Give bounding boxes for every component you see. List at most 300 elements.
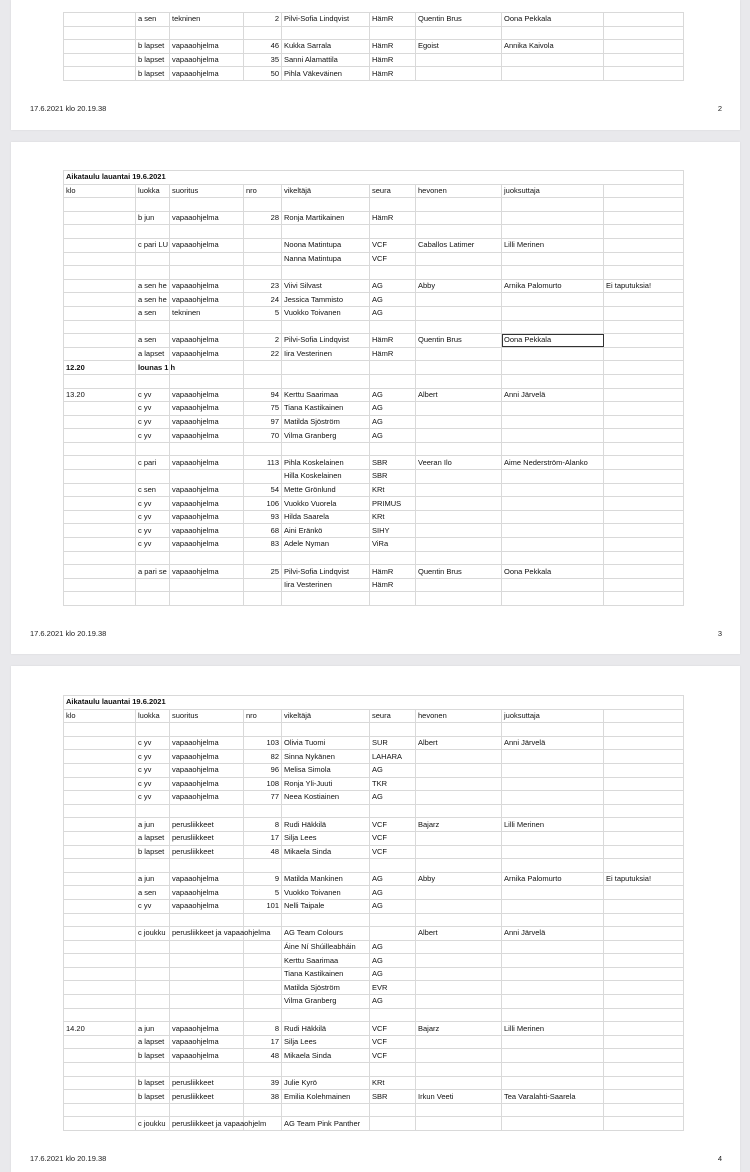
- time-cell: [64, 293, 136, 307]
- number-cell: [244, 1008, 282, 1022]
- performance-cell: tekninen: [170, 306, 244, 320]
- time-cell: [64, 415, 136, 429]
- horse-cell: Irkun Veeti: [416, 1090, 502, 1104]
- vaulter-cell: Mikaela Sinda: [282, 1049, 370, 1063]
- horse-cell: Caballos Latimer: [416, 238, 502, 252]
- vaulter-cell: [282, 1008, 370, 1022]
- performance-cell: vapaaohjelma: [170, 429, 244, 443]
- number-cell: 68: [244, 524, 282, 538]
- lunger-cell: [502, 791, 604, 805]
- club-cell: KRt: [370, 1076, 416, 1090]
- time-cell: [64, 592, 136, 606]
- table-row: [64, 592, 684, 606]
- lunger-cell: [502, 347, 604, 361]
- number-cell: [244, 225, 282, 239]
- performance-cell: vapaaohjelma: [170, 565, 244, 579]
- vaulter-cell: [282, 859, 370, 873]
- time-cell: [64, 13, 136, 27]
- time-cell: [64, 886, 136, 900]
- horse-cell: Abby: [416, 279, 502, 293]
- performance-cell: vapaaohjelma: [170, 886, 244, 900]
- header-row: [64, 184, 684, 198]
- lunger-cell: [502, 899, 604, 913]
- time-cell: [64, 67, 136, 81]
- class-cell: a lapset: [136, 347, 170, 361]
- horse-cell: [416, 211, 502, 225]
- vaulter-cell: Nelli Taipale: [282, 899, 370, 913]
- table-row: [64, 198, 684, 212]
- class-cell: c yv: [136, 791, 170, 805]
- time-cell: 12.20: [64, 361, 136, 375]
- horse-cell: Abby: [416, 872, 502, 886]
- class-cell: [136, 551, 170, 565]
- club-cell: HämR: [370, 347, 416, 361]
- note-cell: [604, 1063, 684, 1077]
- time-cell: [64, 26, 136, 40]
- table-row: [64, 551, 684, 565]
- horse-cell: [416, 1035, 502, 1049]
- time-cell: [64, 1103, 136, 1117]
- time-cell: [64, 831, 136, 845]
- club-cell: [370, 26, 416, 40]
- lunger-cell: Lilli Merinen: [502, 818, 604, 832]
- vaulter-cell: Emilia Kolehmainen: [282, 1090, 370, 1104]
- club-cell: AG: [370, 402, 416, 416]
- vaulter-cell: [282, 198, 370, 212]
- number-cell: [244, 198, 282, 212]
- number-cell: 22: [244, 347, 282, 361]
- note-cell: [604, 306, 684, 320]
- club-cell: AG: [370, 995, 416, 1009]
- time-cell: [64, 524, 136, 538]
- club-cell: AG: [370, 940, 416, 954]
- note-cell: [604, 470, 684, 484]
- note-cell: Ei taputuksia!: [604, 872, 684, 886]
- horse-cell: [416, 551, 502, 565]
- club-cell: AG: [370, 872, 416, 886]
- number-cell: 25: [244, 565, 282, 579]
- class-cell: a jun: [136, 872, 170, 886]
- performance-cell: vapaaohjelma: [170, 872, 244, 886]
- horse-cell: [416, 886, 502, 900]
- lunger-cell: [502, 763, 604, 777]
- horse-cell: hevonen: [416, 709, 502, 723]
- title-row: [64, 171, 684, 185]
- note-cell: [604, 388, 684, 402]
- note-cell: [604, 347, 684, 361]
- horse-cell: [416, 859, 502, 873]
- horse-cell: [416, 470, 502, 484]
- horse-cell: [416, 1049, 502, 1063]
- lunger-cell: [502, 967, 604, 981]
- vaulter-cell: Iira Vesterinen: [282, 578, 370, 592]
- class-cell: a sen: [136, 306, 170, 320]
- number-cell: [244, 26, 282, 40]
- number-cell: 97: [244, 415, 282, 429]
- time-cell: [64, 429, 136, 443]
- table-row: [64, 804, 684, 818]
- club-cell: HämR: [370, 211, 416, 225]
- lunger-cell: Oona Pekkala: [502, 565, 604, 579]
- performance-cell: [170, 198, 244, 212]
- note-cell: [604, 1022, 684, 1036]
- lunger-cell: [502, 361, 604, 375]
- vaulter-cell: Matilda Mankinen: [282, 872, 370, 886]
- time-cell: [64, 1035, 136, 1049]
- table-row: [64, 238, 684, 252]
- table-row: [64, 1008, 684, 1022]
- performance-cell: [170, 225, 244, 239]
- time-cell: [64, 442, 136, 456]
- time-cell: klo: [64, 709, 136, 723]
- vaulter-cell: Viivi Silvast: [282, 279, 370, 293]
- performance-cell: [170, 551, 244, 565]
- club-cell: SBR: [370, 470, 416, 484]
- vaulter-cell: Adele Nyman: [282, 538, 370, 552]
- note-cell: [604, 1008, 684, 1022]
- note-cell: [604, 320, 684, 334]
- number-cell: [244, 1103, 282, 1117]
- performance-cell: vapaaohjelma: [170, 510, 244, 524]
- performance-cell: [170, 954, 244, 968]
- number-cell: 24: [244, 293, 282, 307]
- table-row: [64, 293, 684, 307]
- vaulter-cell: Matilda Sjöström: [282, 981, 370, 995]
- class-cell: c pari: [136, 456, 170, 470]
- horse-cell: [416, 510, 502, 524]
- performance-cell: vapaaohjelma: [170, 777, 244, 791]
- club-cell: HämR: [370, 40, 416, 54]
- number-cell: [244, 940, 282, 954]
- table-row: [64, 859, 684, 873]
- time-cell: [64, 266, 136, 280]
- number-cell: [244, 320, 282, 334]
- lunger-cell: [502, 1103, 604, 1117]
- class-cell: [136, 198, 170, 212]
- number-cell: 5: [244, 886, 282, 900]
- performance-cell: vapaaohjelma: [170, 53, 244, 67]
- club-cell: PRIMUS: [370, 497, 416, 511]
- performance-cell: vapaaohjelma: [170, 211, 244, 225]
- lunger-cell: [502, 804, 604, 818]
- club-cell: SBR: [370, 1090, 416, 1104]
- lunger-cell: [502, 252, 604, 266]
- lunger-cell: [502, 429, 604, 443]
- horse-cell: Quentin Brus: [416, 13, 502, 27]
- horse-cell: Quentin Brus: [416, 565, 502, 579]
- number-cell: 83: [244, 538, 282, 552]
- class-cell: c sen: [136, 483, 170, 497]
- lunger-cell: Aime Nederström-Alanko: [502, 456, 604, 470]
- table-row: [64, 53, 684, 67]
- lunger-cell: [502, 225, 604, 239]
- table-row: [64, 320, 684, 334]
- note-cell: [604, 1103, 684, 1117]
- club-cell: [370, 592, 416, 606]
- table-row: [64, 1076, 684, 1090]
- number-cell: [244, 252, 282, 266]
- note-cell: [604, 510, 684, 524]
- class-cell: [136, 578, 170, 592]
- lunger-cell: [502, 306, 604, 320]
- horse-cell: [416, 198, 502, 212]
- lunger-cell: [502, 266, 604, 280]
- class-cell: c yv: [136, 736, 170, 750]
- class-cell: c yv: [136, 763, 170, 777]
- note-cell: [604, 1117, 684, 1131]
- table-row: [64, 872, 684, 886]
- club-cell: AG: [370, 967, 416, 981]
- vaulter-cell: Tiana Kastikainen: [282, 402, 370, 416]
- club-cell: HämR: [370, 13, 416, 27]
- page-4: [11, 666, 740, 1172]
- performance-cell: vapaaohjelma: [170, 750, 244, 764]
- lunger-cell: Arnika Palomurto: [502, 872, 604, 886]
- performance-cell: vapaaohjelma: [170, 763, 244, 777]
- class-cell: b lapset: [136, 1076, 170, 1090]
- horse-cell: [416, 1008, 502, 1022]
- vaulter-cell: Noona Matintupa: [282, 238, 370, 252]
- performance-cell: suoritus: [170, 709, 244, 723]
- class-cell: [136, 940, 170, 954]
- footer-date: 17.6.2021 klo 20.19.38: [30, 629, 107, 638]
- time-cell: [64, 198, 136, 212]
- performance-cell: [170, 804, 244, 818]
- time-cell: [64, 967, 136, 981]
- vaulter-cell: Kerttu Saarimaa: [282, 954, 370, 968]
- vaulter-cell: Tiana Kastikainen: [282, 967, 370, 981]
- table-row: [64, 750, 684, 764]
- table-row: [64, 578, 684, 592]
- vaulter-cell: Rudi Häkkilä: [282, 818, 370, 832]
- footer-date: 17.6.2021 klo 20.19.38: [30, 1154, 107, 1163]
- time-cell: [64, 334, 136, 348]
- class-cell: [136, 859, 170, 873]
- note-cell: [604, 252, 684, 266]
- vaulter-cell: [282, 723, 370, 737]
- vaulter-cell: Rudi Häkkilä: [282, 1022, 370, 1036]
- class-cell: [136, 1063, 170, 1077]
- vaulter-cell: Ronja Yli-Juuti: [282, 777, 370, 791]
- vaulter-cell: Vuokko Toivanen: [282, 886, 370, 900]
- lunger-cell: [502, 497, 604, 511]
- lunger-cell: [502, 510, 604, 524]
- time-cell: [64, 402, 136, 416]
- club-cell: KRt: [370, 483, 416, 497]
- number-cell: [244, 967, 282, 981]
- note-cell: [604, 565, 684, 579]
- time-cell: [64, 211, 136, 225]
- class-cell: a sen he: [136, 293, 170, 307]
- time-cell: [64, 859, 136, 873]
- time-cell: [64, 565, 136, 579]
- vaulter-cell: [282, 374, 370, 388]
- number-cell: nro: [244, 709, 282, 723]
- lunger-cell: [502, 67, 604, 81]
- horse-cell: [416, 429, 502, 443]
- performance-cell: vapaaohjelma: [170, 1035, 244, 1049]
- performance-cell: [170, 1063, 244, 1077]
- table-row: [64, 13, 684, 27]
- lunger-cell: juoksuttaja: [502, 184, 604, 198]
- time-cell: [64, 845, 136, 859]
- vaulter-cell: [282, 266, 370, 280]
- class-cell: [136, 470, 170, 484]
- page-number: 4: [717, 1154, 722, 1163]
- lunger-cell: juoksuttaja: [502, 709, 604, 723]
- performance-cell: vapaaohjelma: [170, 538, 244, 552]
- time-cell: [64, 777, 136, 791]
- number-cell: [244, 913, 282, 927]
- number-cell: 54: [244, 483, 282, 497]
- number-cell: 106: [244, 497, 282, 511]
- class-cell: [136, 981, 170, 995]
- horse-cell: [416, 442, 502, 456]
- class-cell: [136, 995, 170, 1009]
- lunger-cell: [502, 524, 604, 538]
- table-row: [64, 538, 684, 552]
- table-row: [64, 470, 684, 484]
- number-cell: 113: [244, 456, 282, 470]
- horse-cell: [416, 497, 502, 511]
- note-cell: [604, 750, 684, 764]
- class-cell: c yv: [136, 497, 170, 511]
- lunger-cell: Tea Varalahti-Saarela: [502, 1090, 604, 1104]
- time-cell: [64, 940, 136, 954]
- table-row: [64, 1022, 684, 1036]
- lunger-cell: [502, 592, 604, 606]
- club-cell: SBR: [370, 456, 416, 470]
- performance-cell: perusliikkeet ja vapaaohjelm: [170, 1117, 244, 1131]
- performance-cell: vapaaohjelma: [170, 736, 244, 750]
- number-cell: [244, 442, 282, 456]
- performance-cell: vapaaohjelma: [170, 67, 244, 81]
- horse-cell: [416, 791, 502, 805]
- club-cell: HämR: [370, 67, 416, 81]
- note-cell: [604, 723, 684, 737]
- club-cell: HämR: [370, 53, 416, 67]
- note-cell: [604, 334, 684, 348]
- number-cell: 9: [244, 872, 282, 886]
- club-cell: AG: [370, 899, 416, 913]
- vaulter-cell: Mette Grönlund: [282, 483, 370, 497]
- vaulter-cell: Nanna Matintupa: [282, 252, 370, 266]
- club-cell: [370, 266, 416, 280]
- performance-cell: vapaaohjelma: [170, 1049, 244, 1063]
- performance-cell: [170, 442, 244, 456]
- lunger-cell: [502, 1063, 604, 1077]
- vaulter-cell: [282, 592, 370, 606]
- note-cell: [604, 13, 684, 27]
- note-cell: [604, 859, 684, 873]
- time-cell: [64, 995, 136, 1009]
- number-cell: 5: [244, 306, 282, 320]
- vaulter-cell: Melisa Simola: [282, 763, 370, 777]
- lunger-cell: [502, 53, 604, 67]
- page-number: 3: [717, 629, 722, 638]
- lunger-cell: [502, 211, 604, 225]
- club-cell: [370, 1117, 416, 1131]
- lunger-cell: [502, 940, 604, 954]
- horse-cell: Quentin Brus: [416, 334, 502, 348]
- club-cell: [370, 361, 416, 375]
- lunger-cell: [502, 402, 604, 416]
- page-2: [11, 0, 740, 130]
- horse-cell: [416, 415, 502, 429]
- lunger-cell: Anni Järvelä: [502, 736, 604, 750]
- schedule-title: Aikataulu lauantai 19.6.2021: [64, 171, 684, 185]
- class-cell: luokka: [136, 184, 170, 198]
- performance-cell: vapaaohjelma: [170, 238, 244, 252]
- time-cell: [64, 347, 136, 361]
- note-cell: Ei taputuksia!: [604, 279, 684, 293]
- number-cell: 101: [244, 899, 282, 913]
- vaulter-cell: [282, 551, 370, 565]
- lunger-cell: [502, 750, 604, 764]
- schedule-table: [63, 695, 684, 1131]
- lunger-cell: [502, 1035, 604, 1049]
- note-cell: [604, 415, 684, 429]
- lunger-cell: Arnika Palomurto: [502, 279, 604, 293]
- lunger-cell: [502, 415, 604, 429]
- horse-cell: [416, 293, 502, 307]
- time-cell: [64, 818, 136, 832]
- table-row: [64, 899, 684, 913]
- number-cell: [244, 470, 282, 484]
- horse-cell: [416, 578, 502, 592]
- lunger-cell: [502, 1049, 604, 1063]
- number-cell: 96: [244, 763, 282, 777]
- time-cell: [64, 470, 136, 484]
- lunger-cell: [502, 777, 604, 791]
- class-cell: a jun: [136, 818, 170, 832]
- table-row: [64, 40, 684, 54]
- page-3: [11, 142, 740, 654]
- number-cell: [244, 981, 282, 995]
- note-cell: [604, 538, 684, 552]
- time-cell: klo: [64, 184, 136, 198]
- horse-cell: [416, 954, 502, 968]
- number-cell: 103: [244, 736, 282, 750]
- note-cell: [604, 831, 684, 845]
- class-cell: c yv: [136, 415, 170, 429]
- class-cell: c yv: [136, 750, 170, 764]
- table-row: [64, 763, 684, 777]
- table-row: [64, 1035, 684, 1049]
- table-row: [64, 777, 684, 791]
- time-cell: [64, 225, 136, 239]
- club-cell: VCF: [370, 1022, 416, 1036]
- class-cell: c yv: [136, 777, 170, 791]
- horse-cell: [416, 361, 502, 375]
- time-cell: [64, 53, 136, 67]
- table-row: [64, 818, 684, 832]
- class-cell: a lapset: [136, 831, 170, 845]
- class-cell: [136, 1008, 170, 1022]
- table-row: [64, 524, 684, 538]
- class-cell: a sen: [136, 13, 170, 27]
- number-cell: 108: [244, 777, 282, 791]
- club-cell: AG: [370, 954, 416, 968]
- note-cell: [604, 184, 684, 198]
- table-row: [64, 510, 684, 524]
- time-cell: [64, 279, 136, 293]
- note-cell: [604, 456, 684, 470]
- table-row: [64, 334, 684, 348]
- table-row: [64, 388, 684, 402]
- vaulter-cell: [282, 225, 370, 239]
- time-cell: [64, 1008, 136, 1022]
